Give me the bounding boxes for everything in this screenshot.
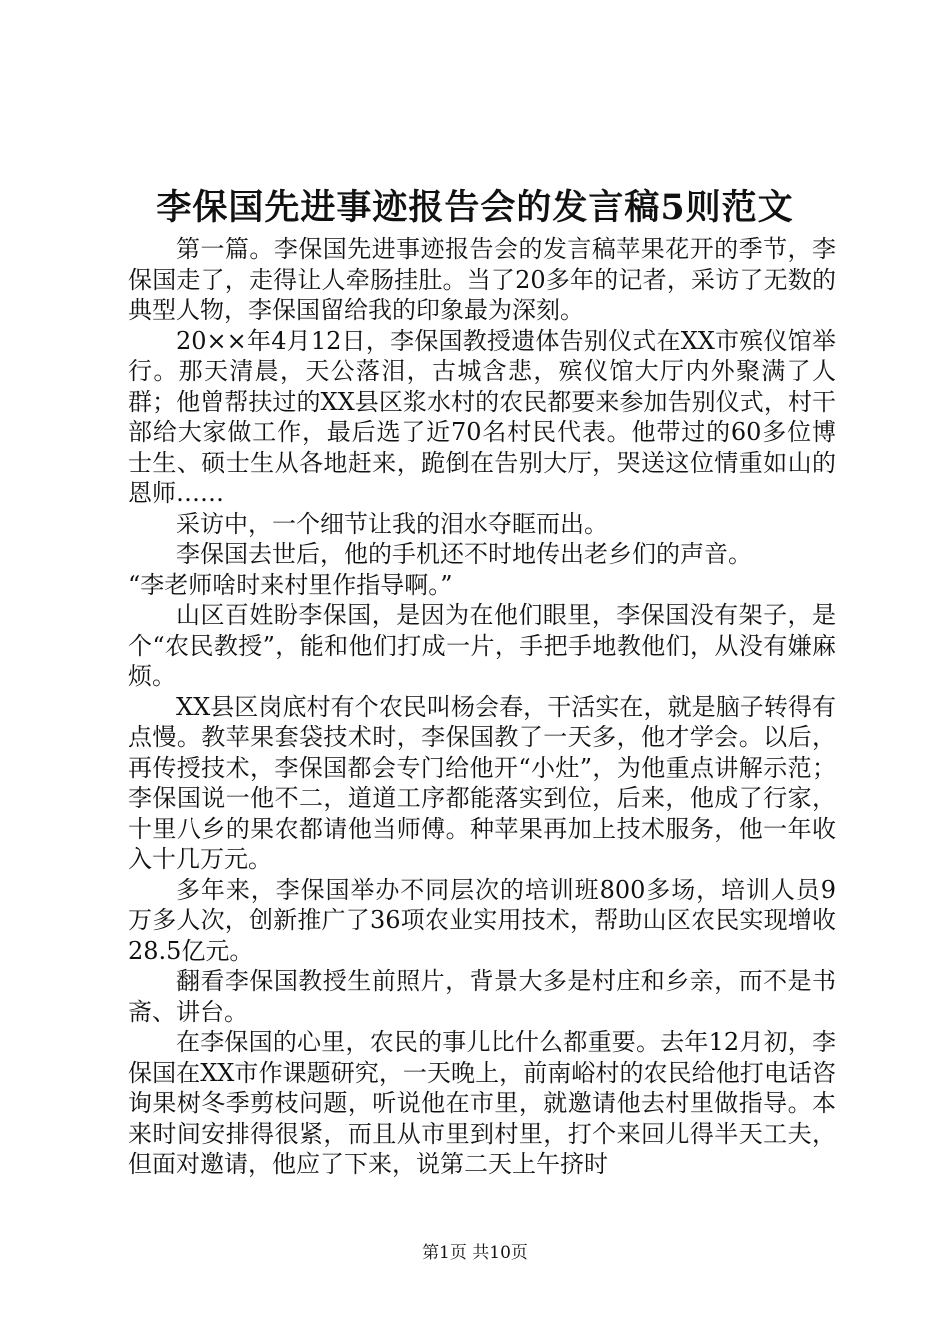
page-footer: 第1页 共10页 — [422, 1243, 528, 1263]
paragraph: 山区百姓盼李保国，是因为在他们眼里，李保国没有架子，是个“农民教授”，能和他们打成一片，手把手地教他们，从没有嫌麻烦。 — [128, 601, 836, 690]
paragraph: 第一篇。李保国先进事迹报告会的发言稿苹果花开的季节，李保国走了，走得让人牵肠挂肚。当了20多年的记者，采访了无数的典型人物，李保国留给我的印象最为深刻。 — [128, 235, 836, 324]
paragraph: 翻看李保国教授生前照片，背景大多是村庄和乡亲，而不是书斋、讲台。 — [128, 967, 836, 1026]
document-title: 李保国先进事迹报告会的发言稿5则范文 — [156, 187, 794, 228]
paragraph: 多年来，李保国举办不同层次的培训班800多场，培训人员9万多人次，创新推广了36项农业实用技术，帮助山区农民实现增收28.5亿元。 — [128, 875, 836, 965]
paragraph: XX县区岗底村有个农民叫杨会春，干活实在，就是脑子转得有点慢。教苹果套袋技术时，李保国教了一天多，他才学会。以后，再传授技术，李保国都会专门给他开“小灶”，为他重点讲解示范；李保国说一他不二，道道工序都能落实到位，后来，他成了行家，十里八乡的果农都请他当师傅。种苹果再加上技术服务，他一年收入十几万元。 — [128, 692, 836, 873]
paragraph: 采访中，一个细节让我的泪水夺眶而出。 — [176, 509, 608, 538]
paragraph-quote: “李老师啥时来村里作指导啊。” — [128, 570, 453, 599]
paragraph: 20××年4月12日，李保国教授遗体告别仪式在XX市殡仪馆举行。那天清晨，天公落泪，古城含悲，殡仪馆大厅内外聚满了人群；他曾帮扶过的XX县区浆水村的农民都要来参加告别仪式，村干部给大家做工作，最后选了近70名村民代表。他带过的60多位博士生、硕士生从各地赶来，跪倒在告别大厅，哭送这位情重如山的恩师…… — [128, 326, 836, 507]
paragraph: 李保国去世后，他的手机还不时地传出老乡们的声音。 — [176, 540, 752, 568]
paragraph: 在李保国的心里，农民的事儿比什么都重要。去年12月初，李保国在XX市作课题研究，一天晚上，前南峪村的农民给他打电话咨询果树冬季剪枝问题，听说他在市里，就邀请他去村里做指导。本来时间安排得很紧，而且从市里到村里，打个来回儿得半天工夫，但面对邀请，他应了下来，说第二天上午挤时 — [128, 1028, 836, 1178]
document-body — [128, 234, 836, 1180]
